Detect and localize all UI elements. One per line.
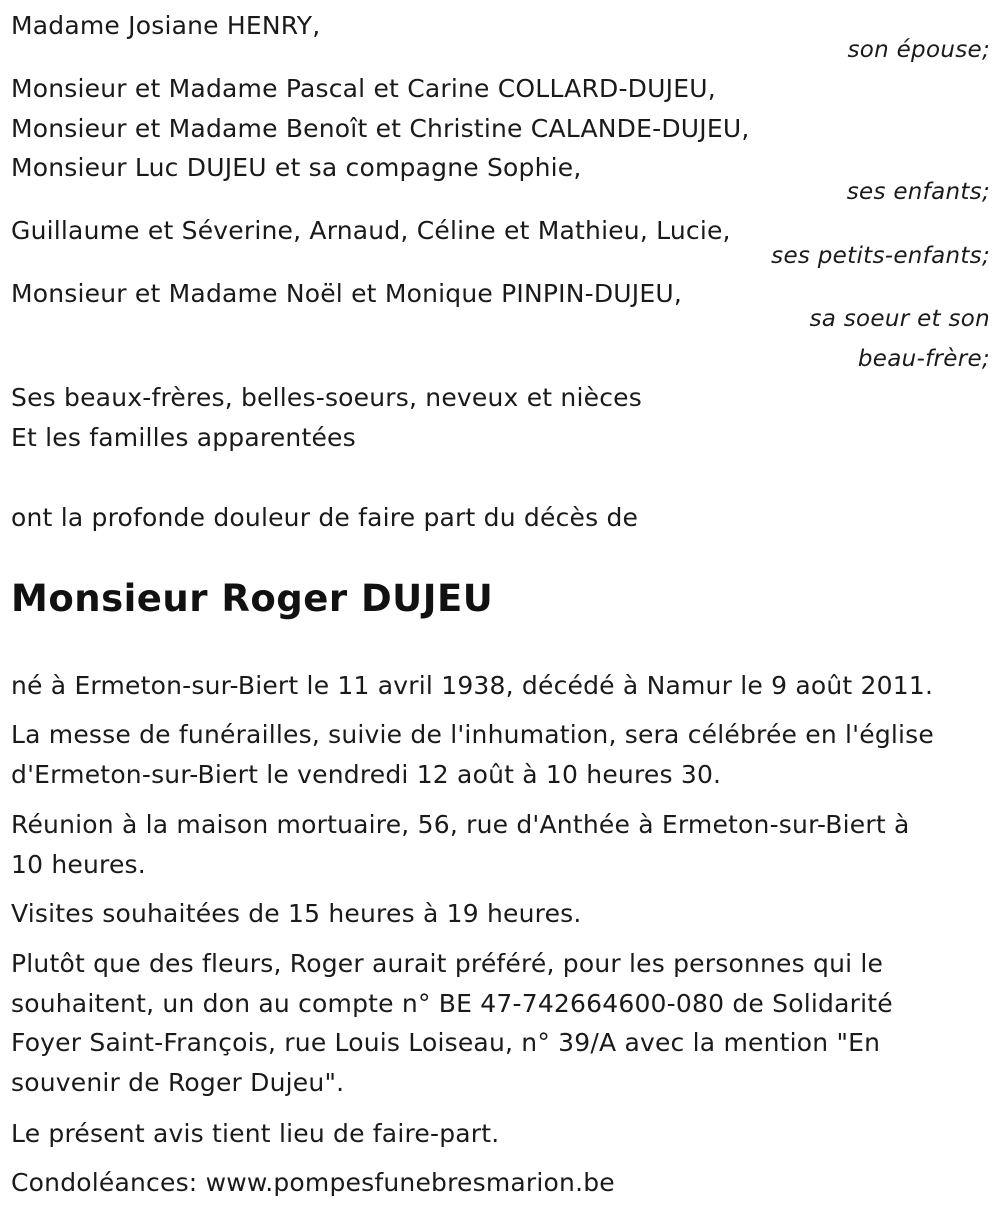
child-line-2: Monsieur et Madame Benoît et Christine CALANDE-DUJEU, [11,114,750,143]
announcement-line: ont la profonde douleur de faire part du décès de [11,503,639,532]
in-laws-line: Ses beaux-frères, belles-soeurs, neveux et nièces [11,383,642,412]
grandchildren-line: Guillaume et Séverine, Arnaud, Céline et Mathieu, Lucie, [11,216,731,245]
child-line-3: Monsieur Luc DUJEU et sa compagne Sophie, [11,153,582,182]
donation-line-3: Foyer Saint-François, rue Louis Loiseau, n° 39/A avec la mention "En [11,1028,881,1057]
mass-line-2: d'Ermeton-sur-Biert le vendredi 12 août à 10 heures 30. [11,760,722,789]
spouse-name: Madame Josiane HENRY, [11,11,321,40]
meeting-line-1: Réunion à la maison mortuaire, 56, rue d'Anthée à Ermeton-sur-Biert à [11,810,910,839]
notice-line: Le présent avis tient lieu de faire-part. [11,1119,500,1148]
donation-line-1: Plutôt que des fleurs, Roger aurait préféré, pour les personnes qui le [11,949,884,978]
grandchildren-relation: ses petits-enfants; [771,243,990,269]
sibling-relation-1: sa soeur et son [809,306,990,332]
spouse-relation: son épouse; [847,37,990,63]
sibling-line: Monsieur et Madame Noël et Monique PINPIN-DUJEU, [11,279,683,308]
donation-line-2: souhaitent, un don au compte n° BE 47-742664600-080 de Solidarité [11,989,893,1018]
meeting-line-2: 10 heures. [11,850,146,879]
sibling-relation-2: beau-frère; [857,346,990,372]
condolences-line[interactable]: Condoléances: www.pompesfunebresmarion.be [11,1168,615,1197]
visits-line: Visites souhaitées de 15 heures à 19 heures. [11,899,582,928]
birth-death-line: né à Ermeton-sur-Biert le 11 avril 1938, décédé à Namur le 9 août 2011. [11,671,934,700]
families-line: Et les familles apparentées [11,423,356,452]
children-relation: ses enfants; [846,179,990,205]
mass-line-1: La messe de funérailles, suivie de l'inhumation, sera célébrée en l'église [11,720,934,749]
donation-line-4: souvenir de Roger Dujeu". [11,1068,345,1097]
deceased-name: Monsieur Roger DUJEU [11,577,494,620]
child-line-1: Monsieur et Madame Pascal et Carine COLLARD-DUJEU, [11,74,716,103]
